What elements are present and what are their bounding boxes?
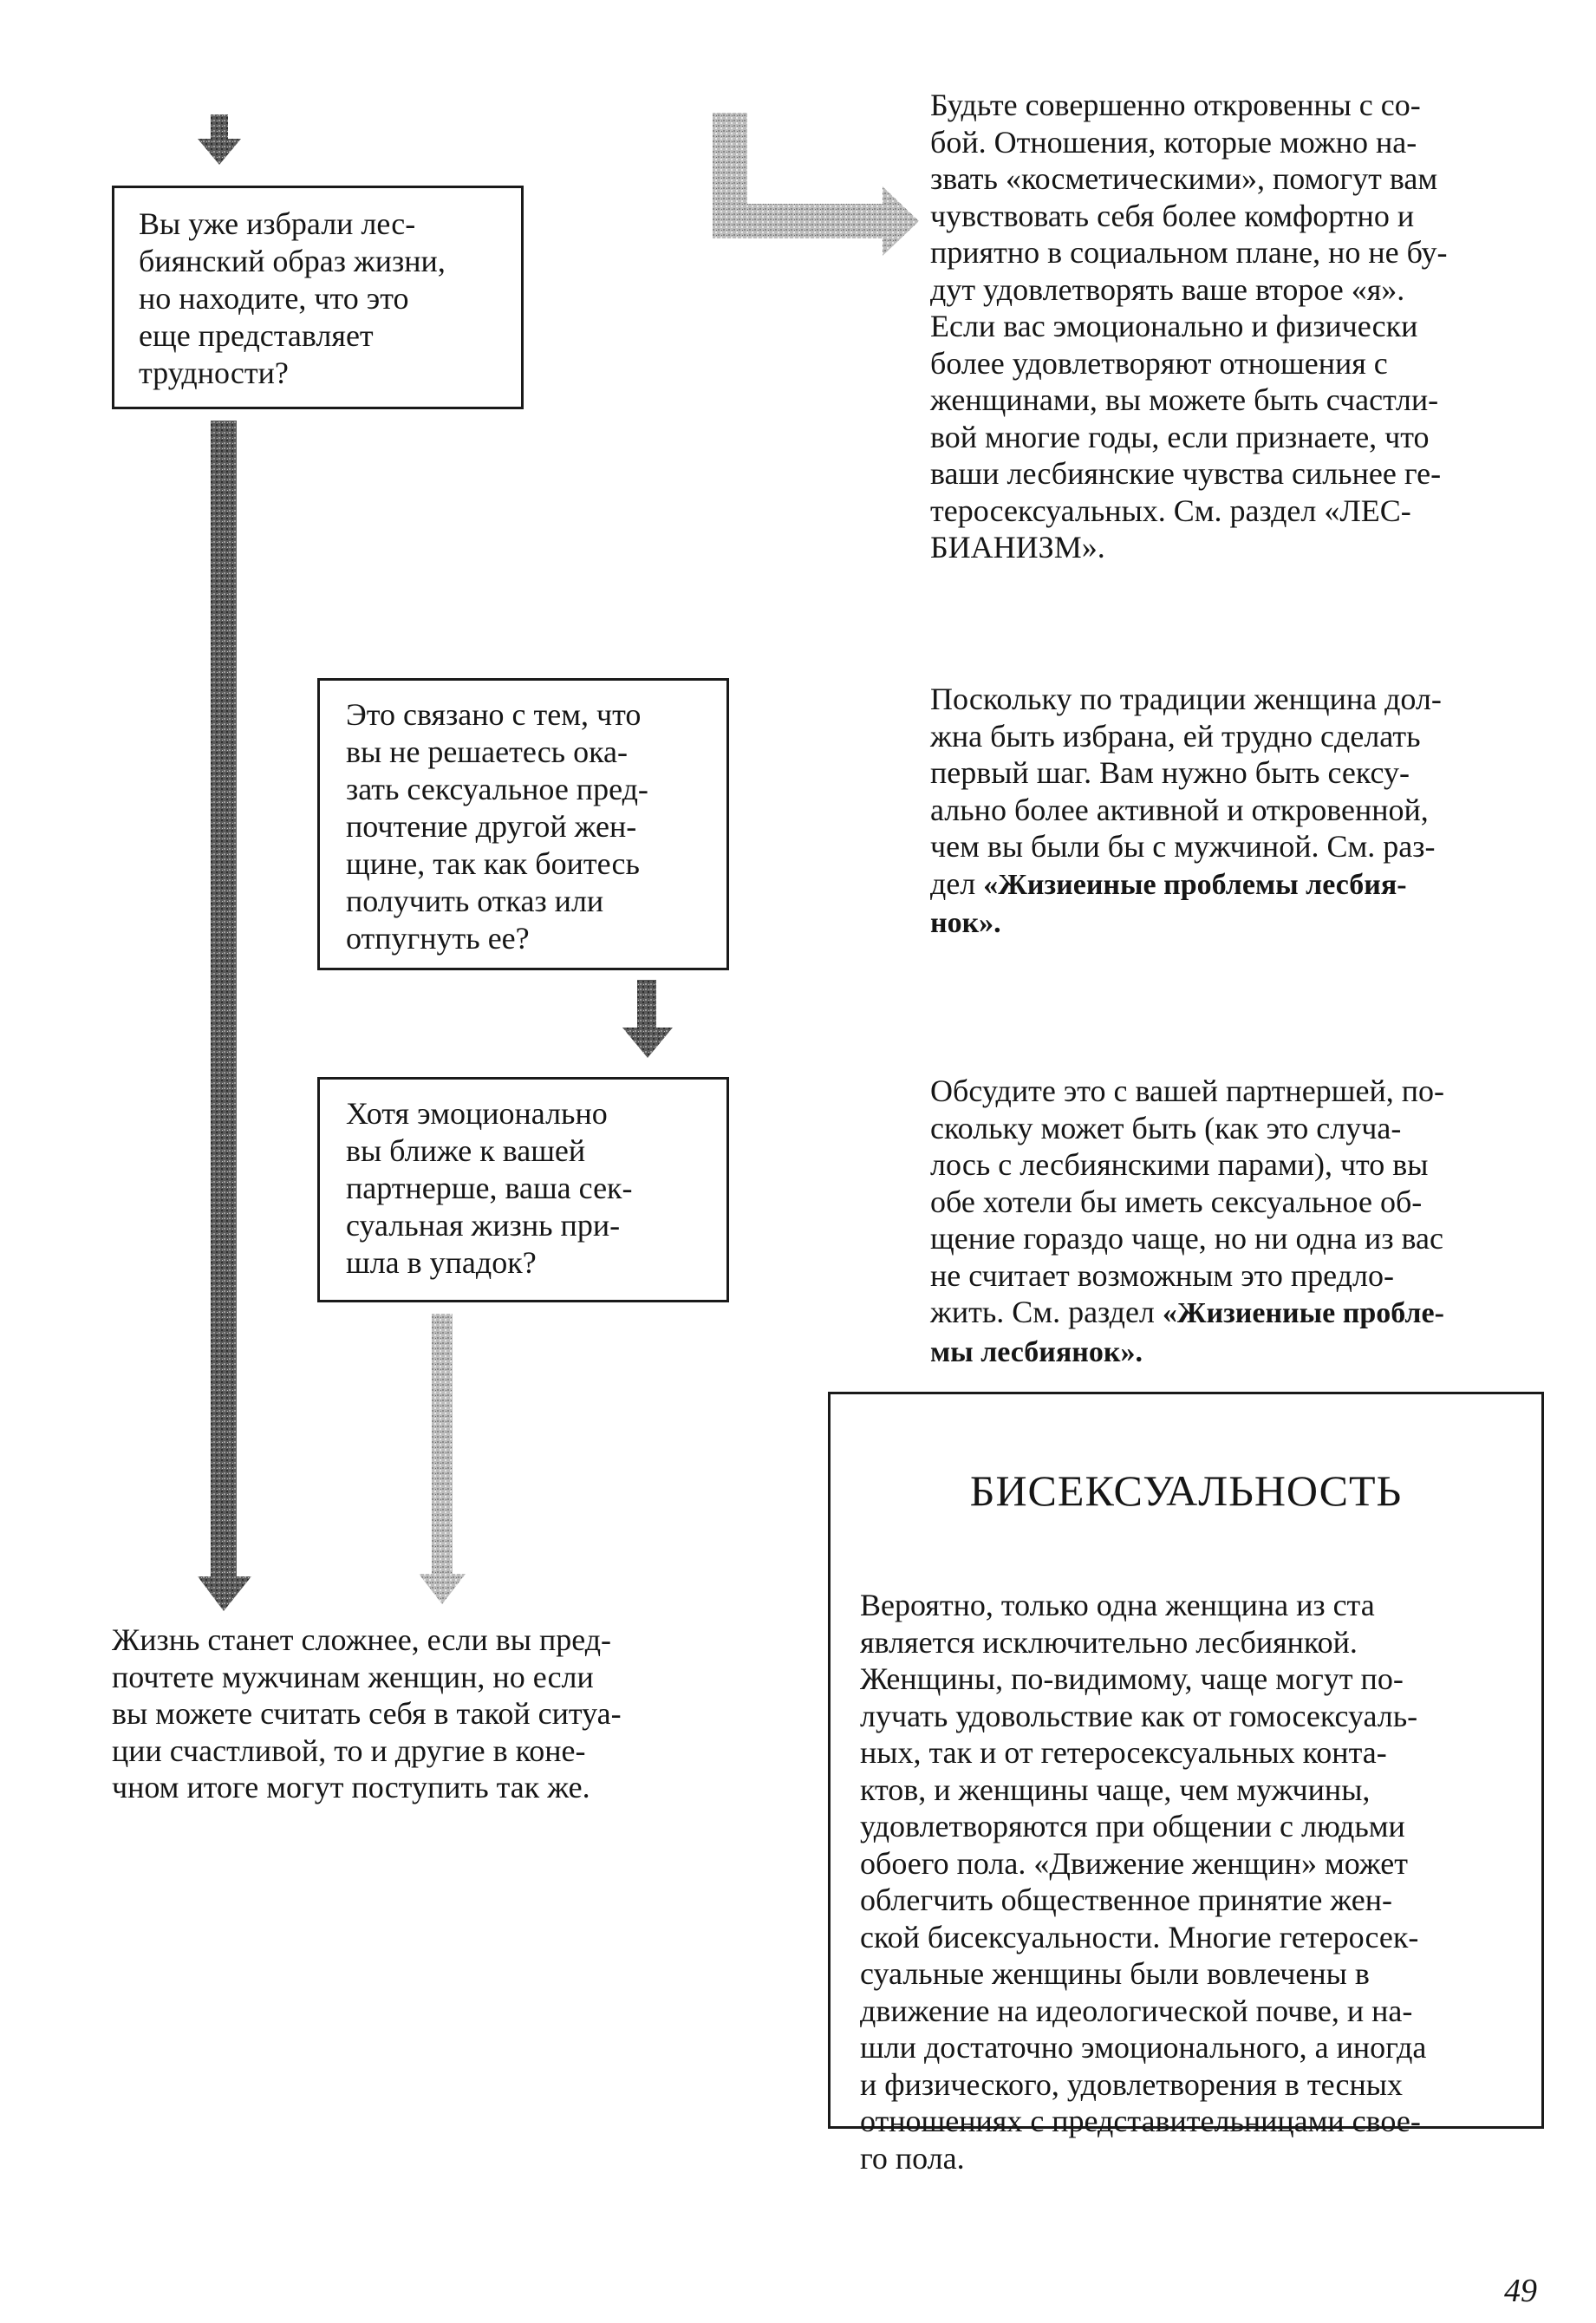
section-reference-link[interactable]: «Жизиениые пробле- мы лесбиянок». — [930, 1297, 1444, 1368]
right-turn-arrow-icon — [713, 113, 919, 256]
down-arrow-icon — [198, 114, 241, 165]
bisexuality-sidebar — [828, 1392, 1544, 2176]
question-box-fear-of-rejection: Это связано с тем, что вы не решаетесь ока- зать сексуальное пред- почтение другой жен- щине, так как боитесь получить отказ или отпугнуть ее? — [317, 678, 729, 970]
answer-take-initiative — [930, 681, 1554, 943]
question-box-declining-sex-life: Хотя эмоционально вы ближе к вашей партнерше, ваша сек- суальная жизнь при- шла в упадок? — [317, 1077, 729, 1302]
answer-be-honest: Будьте совершенно откровенны с со- бой. Отношения, которые можно на- звать «косметическими», помогут вам чувствовать себя более комфортно и приятно в социальном плане, но не бу- дут удовлетворять ваше второе «я». Если вас эмоционально и физически более удовлетворяют отношения с женщинами, вы можете быть счастли- вой многие годы, если признаете, что ваши лесбиянские чувства сильнее ге- теросексуальных. См. раздел «ЛЕС- БИАНИЗМ». — [930, 88, 1448, 564]
question-box-lesbian-lifestyle: Вы уже избрали лес- биянский образ жизни, но находите, что это еще представляет трудности? — [112, 186, 524, 409]
down-arrow-icon — [622, 980, 673, 1058]
section-reference-link[interactable]: «Жизиеиные проблемы лесбия- нок». — [930, 868, 1407, 939]
answer-discuss-text: Обсудите это с вашей партнершей, по- скольку может быть (как это случа- лось с лесбиянскими парами), что вы обе хотели бы иметь сексуальное об- щение гораздо чаще, но ни одна из вас не считает возможным это предло- жить. См. раздел — [930, 1073, 1444, 1329]
long-down-arrow-icon — [198, 421, 251, 1611]
dotted-down-arrow-icon — [419, 1314, 466, 1604]
answer-discuss-with-partner — [930, 1073, 1554, 1371]
sidebar-body: Вероятно, только одна женщина из ста является исключительно лесбиянкой. Женщины, по-видимому, чаще могут по- лучать удовольствие как от гомосексуаль- ных, так и от гетеросексуальных конта- ктов, и женщины чаще, чем мужчины, удовлетворяются при общении с людьми обоего пола. «Движение женщин» может облегчить общественное принятие жен- ской бисексуальности. Многие гетеросек- суальные женщины были вовлечены в движение на идеологической почве, и на- шли достаточно эмоционального, а иногда и физического, удовлетворения в тесных отношениях с представительницами свое- го пола. — [860, 1588, 1427, 2176]
page-number: 49 — [1504, 2273, 1537, 2309]
conclusion-text: Жизнь станет сложнее, если вы пред- почтете мужчинам женщин, но если вы можете считать себя в такой ситуа- ции счастливой, то и другие в коне- чном итоге могут поступить так же. — [112, 1622, 622, 1804]
answer-take-initiative-text: Поскольку по традиции женщина дол- жна быть избрана, ей трудно сделать первый шаг. Вам нужно быть сексу- ально более активной и откровенной, чем вы были бы с мужчиной. См. раз- дел — [930, 682, 1442, 901]
sidebar-title: БИСЕКСУАЛЬНОСТЬ — [969, 1466, 1403, 1515]
